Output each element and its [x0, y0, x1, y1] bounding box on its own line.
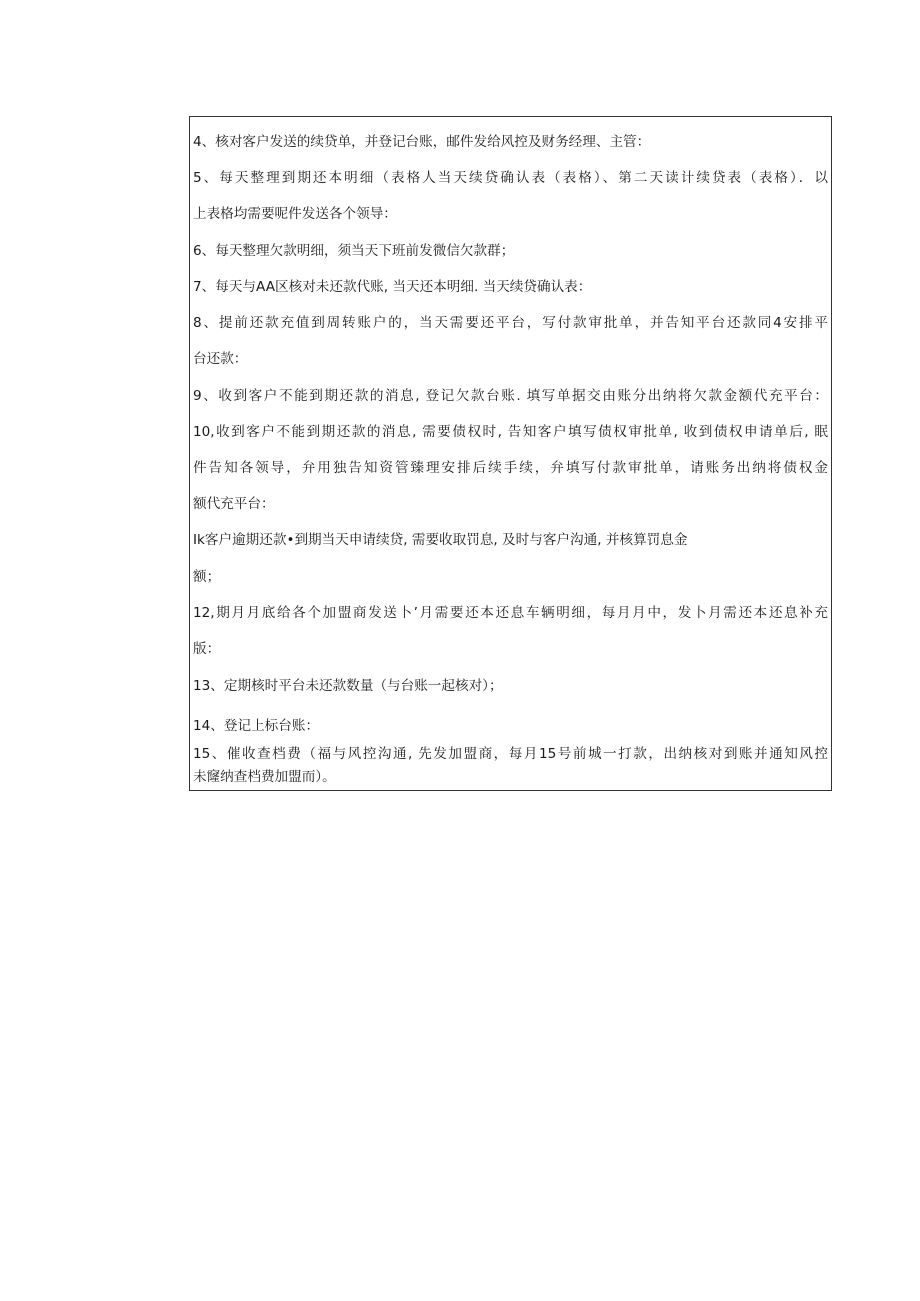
text-line-item-10-cont-1: 件告知各领导，弁用独告知资管臻理安排后续手续，弁填写付款审批单，请账务出纳将债权金 [193, 460, 828, 476]
text-line-item-5: 5、每天整理到期还本明细（表格人当天续贷确认表（表格）、第二天读计续贷表（表格）．以 [193, 170, 828, 186]
text-line-item-8: 8、提前还款充值到周转账户的，当天需要还平台，写付款审批单，并告知平台还款同4安排平 [193, 315, 828, 331]
text-line-item-6: 6、每天整理欠款明细，须当天下班前发微信欠款群； [193, 243, 515, 259]
text-line-item-15-cont: 未窿纳查档费加盟而）。 [193, 769, 336, 785]
text-line-item-8-cont: 台还款： [193, 351, 248, 367]
text-line-item-10: 10,收到客户不能到期还款的消息, 需要债权时, 告知客户填写债权审批单, 收到债权申请单后, 眠 [193, 424, 828, 440]
text-line-item-5-cont: 上表格均需要呢件发送各个领导： [193, 206, 397, 222]
text-line-item-4: 4、核对客户发送的续贷单，并登记台账，邮件发给风控及财务经理、主管： [193, 134, 651, 150]
text-line-item-13: 13、定期核时平台未还款数量（与台账一起核对）； [193, 678, 503, 694]
text-line-item-15: 15、催收查档费（福与风控沟通, 先发加盟商，每月15号前城一打款，出纳核对到账并通知风控 [193, 746, 828, 762]
text-line-item-14: 14、登记上标台账： [193, 718, 320, 734]
text-line-item-7: 7、每天与AA区核对未还款代账, 当天还本明细. 当天续贷确认表： [193, 279, 592, 295]
text-line-item-11-cont: 额； [193, 569, 221, 585]
text-line-item-12: 12,期月月底给各个加盟商发送卜’月需要还本还息车辆明细，每月月中，发卜月需还本还息补充 [193, 605, 828, 621]
text-line-item-10-cont-2: 额代充平台： [193, 496, 275, 512]
document-table-cell [189, 116, 832, 791]
text-line-item-12-cont: 版： [193, 641, 221, 657]
text-line-item-9: 9、收到客户不能到期还款的消息, 登记欠款台账. 填写单据交由账分出纳将欠款金额代充平台： [193, 388, 828, 404]
text-line-item-11: Ik客户逾期还款•到期当天申请续贷, 需要收取罚息, 及时与客户沟通, 并核算罚息金 [193, 532, 688, 548]
